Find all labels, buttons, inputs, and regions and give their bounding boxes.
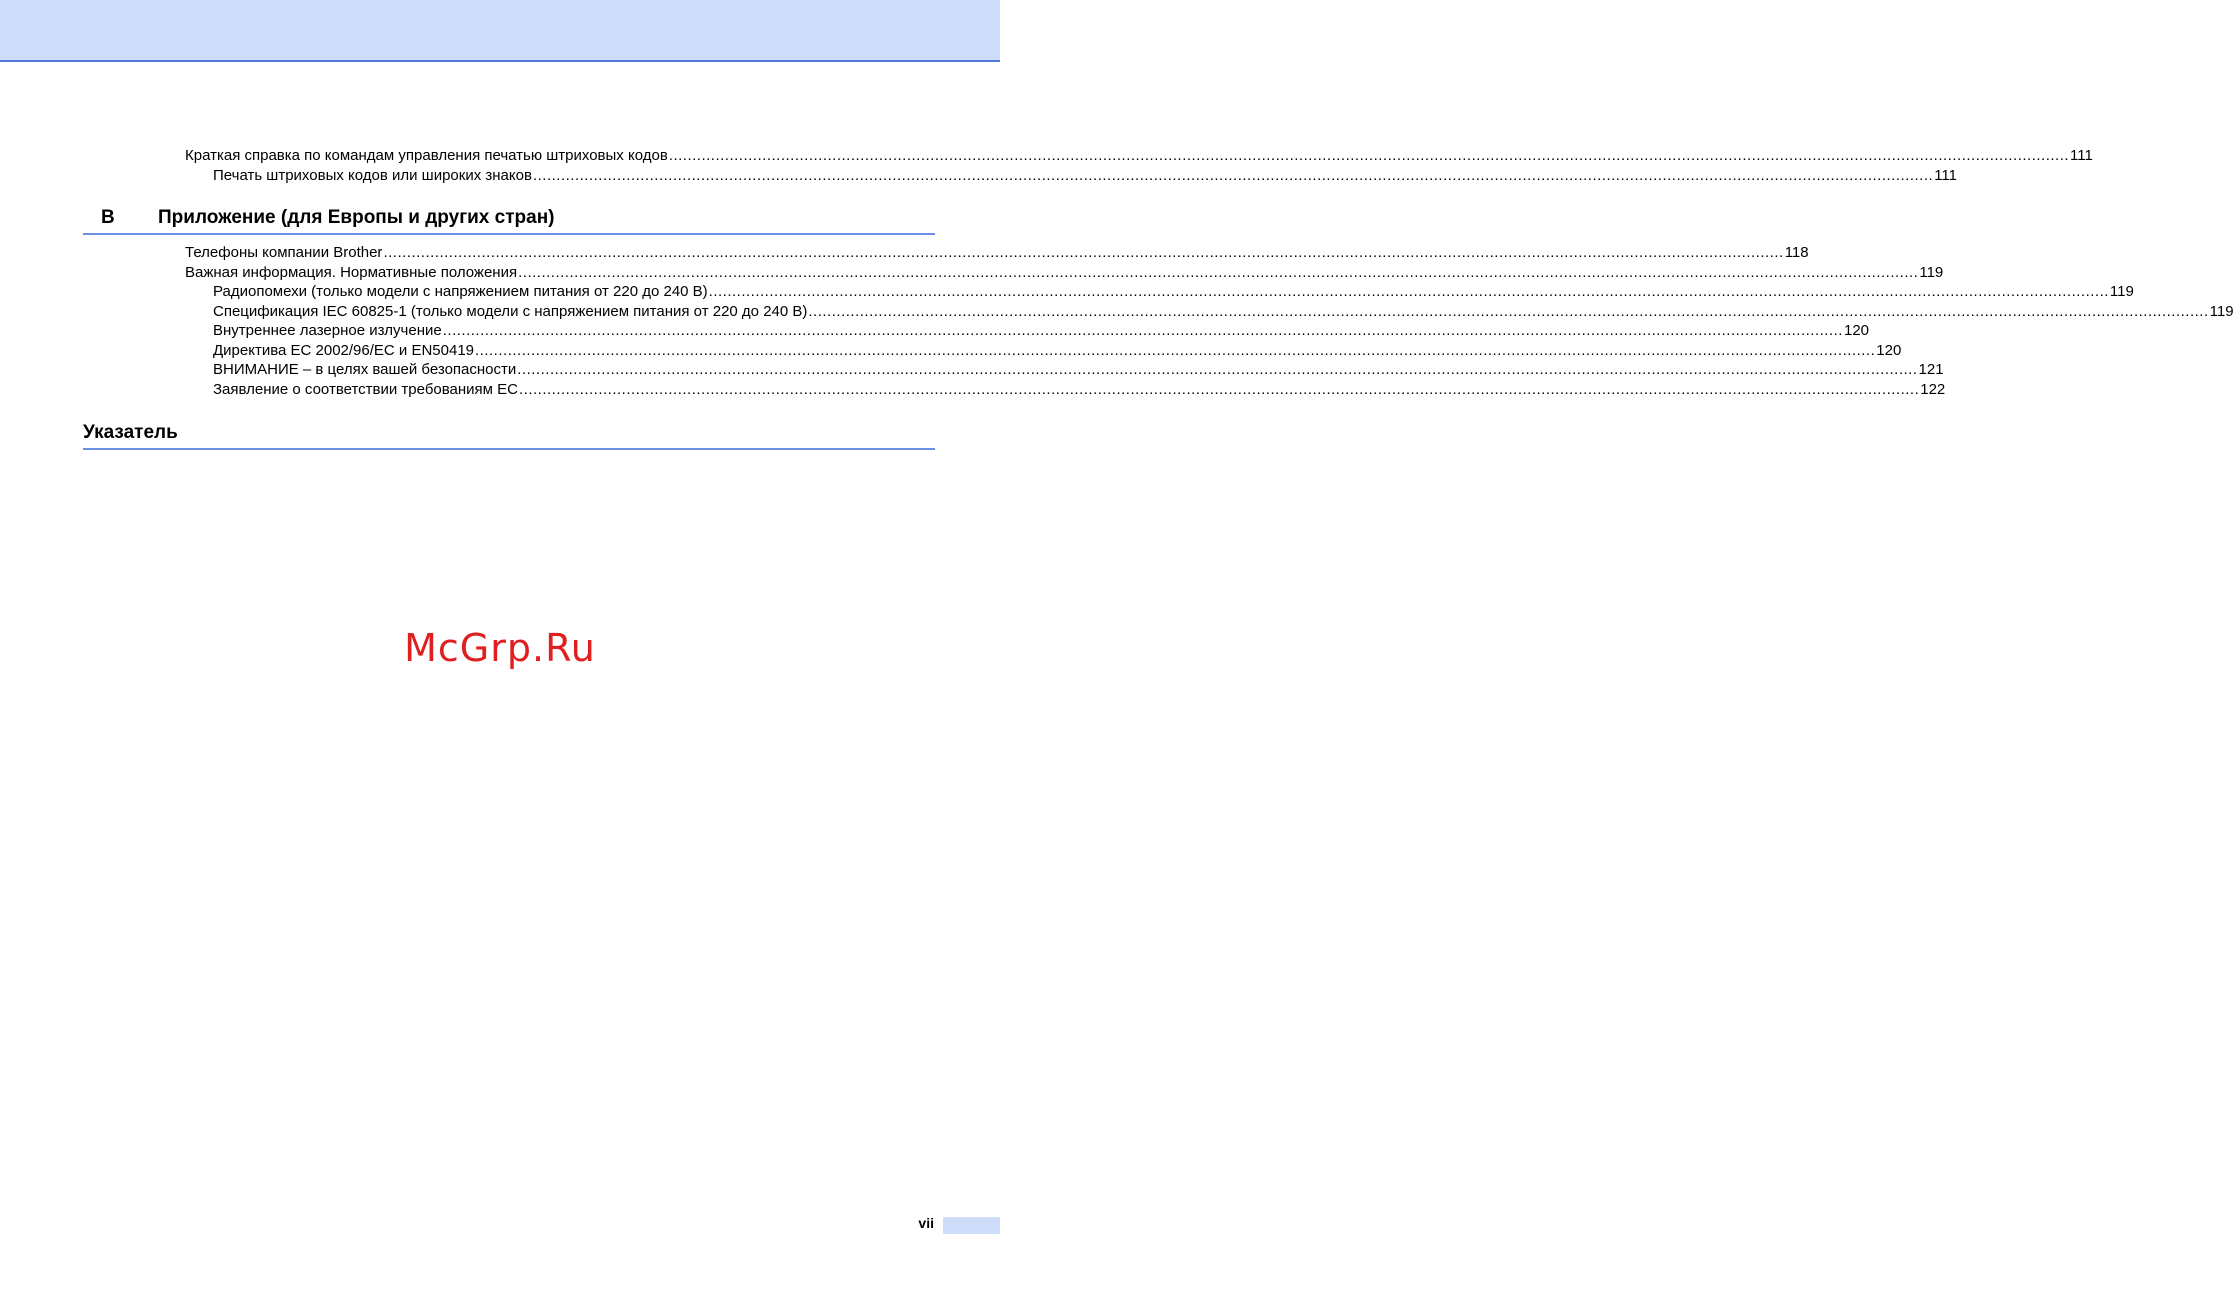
toc-entry[interactable] [213,380,1946,399]
toc-entry-page: 111 [2070,147,2093,164]
toc-entry[interactable] [213,341,1902,360]
toc-leader-dots: ............................................................................................................................................................................................................................................................................................................ [517,361,1918,378]
toc-entry[interactable] [213,360,1944,379]
page-number: vii [918,1215,934,1231]
toc-leader-dots: ............................................................................................................................................................................................................................................................................................................ [708,283,2109,300]
header-band [0,0,1000,62]
toc-entry-title: Внутреннее лазерное излучение [213,322,442,339]
toc-entry[interactable] [185,263,1944,282]
toc-entry-page: 118 [1784,244,1809,261]
chapter-heading-b[interactable] [83,203,935,235]
toc-entry[interactable] [185,146,2093,165]
toc-entry-page: 121 [1918,361,1944,378]
toc-entry-title: Директива ЕС 2002/96/ЕС и EN50419 [213,342,475,359]
toc-leader-dots: ............................................................................................................................................................................................................................................................................................................ [383,244,1784,261]
chapter-title: Приложение (для Европы и других стран) [158,207,555,228]
page-tab [943,1217,1000,1234]
toc-leader-dots: ............................................................................................................................................................................................................................................................................................................ [532,167,1934,184]
toc-entry[interactable] [185,243,1809,262]
toc-entry[interactable] [213,282,2134,301]
chapter-letter: B [101,207,115,228]
toc-entry-title: Телефоны компании Brother [185,244,383,261]
toc-leader-dots: ............................................................................................................................................................................................................................................................................................................ [808,303,2209,320]
toc-entry-page: 119 [1919,264,1944,281]
toc-entry-page: 111 [1934,167,1957,184]
toc-entry-title: Заявление о соответствии требованиям ЕС [213,381,518,398]
toc-entry-title: Краткая справка по командам управления печатью штриховых кодов [185,147,668,164]
toc-entry-title: Радиопомехи (только модели с напряжением питания от 220 до 240 В) [213,283,708,300]
toc-leader-dots: ............................................................................................................................................................................................................................................................................................................ [475,342,1876,359]
toc-entry-title: Печать штриховых кодов или широких знаков [213,167,532,184]
toc-entry-title: Важная информация. Нормативные положения [185,264,518,281]
toc-entry[interactable] [213,321,1870,340]
toc-entry-page: 119 [2109,283,2134,300]
toc-leader-dots: ............................................................................................................................................................................................................................................................................................................ [519,381,1920,398]
toc-entry-page: 120 [1876,342,1902,359]
toc-entry[interactable] [213,302,2234,321]
toc-entry[interactable] [213,166,1957,185]
toc-leader-dots: ............................................................................................................................................................................................................................................................................................................ [442,322,1843,339]
toc-entry-title: Спецификация IEC 60825-1 (только модели с напряжением питания от 220 до 240 В) [213,303,808,320]
toc-entry-page: 122 [1920,381,1946,398]
toc-leader-dots: ............................................................................................................................................................................................................................................................................................................ [518,264,1919,281]
index-heading[interactable] [83,418,935,450]
toc-leader-dots: ............................................................................................................................................................................................................................................................................................................ [668,147,2070,164]
toc-entry-page: 119 [2209,303,2234,320]
toc-entry-page: 120 [1843,322,1870,339]
toc-entry-title: ВНИМАНИЕ – в целях вашей безопасности [213,361,517,378]
watermark: McGrp.Ru [404,626,596,670]
index-title: Указатель [83,422,178,443]
